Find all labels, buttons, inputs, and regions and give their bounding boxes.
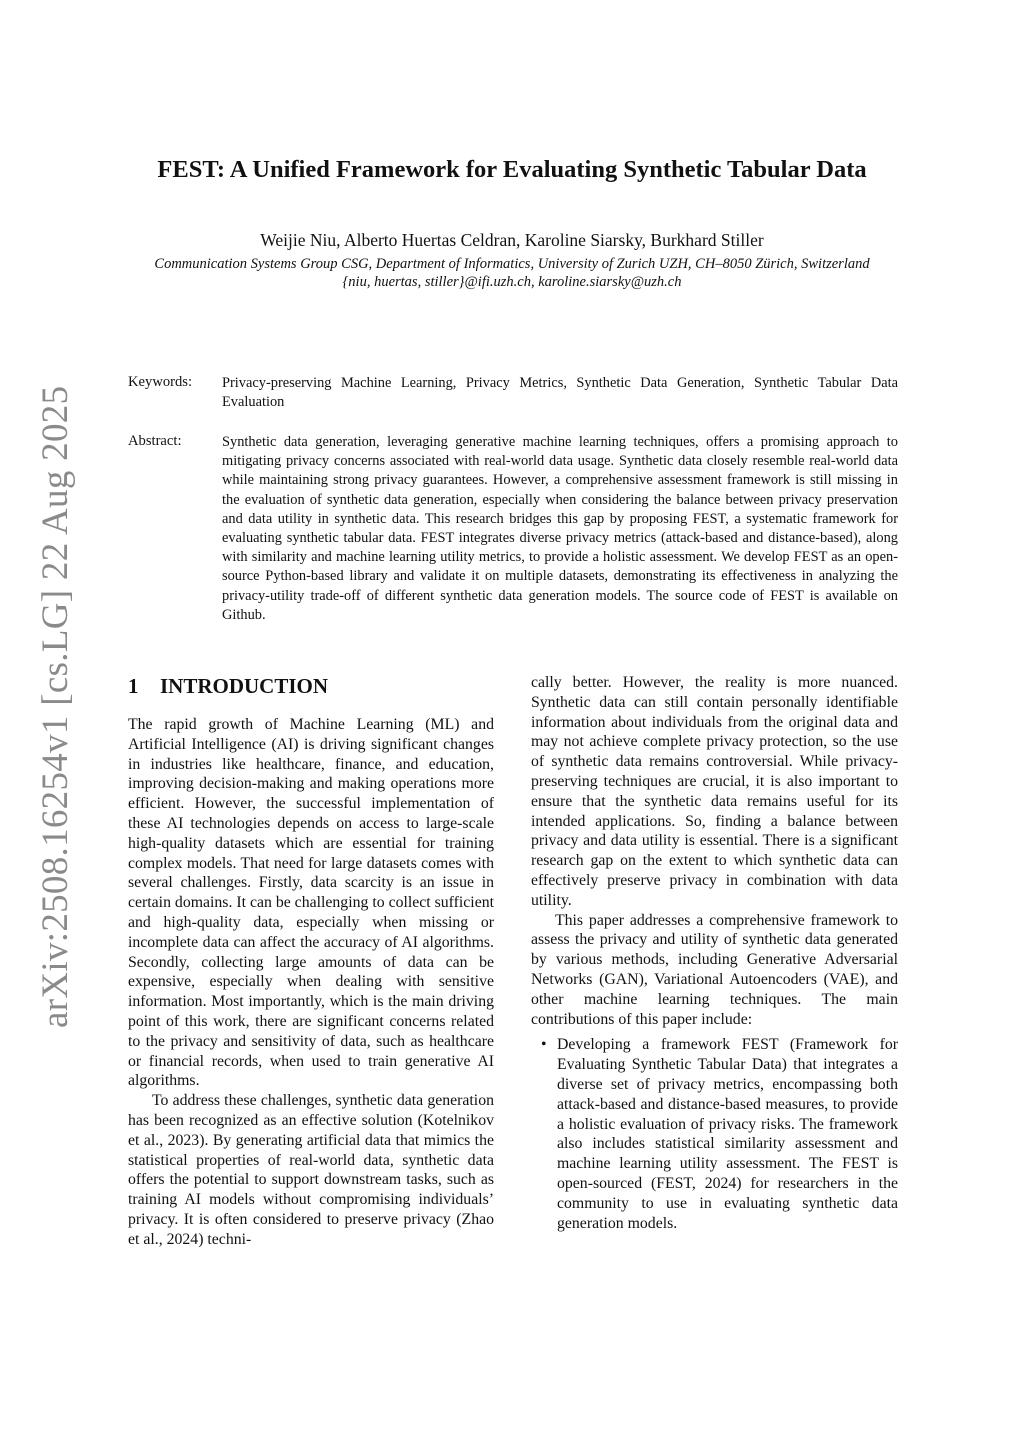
abstract-label: Abstract: bbox=[128, 433, 182, 449]
paragraph: The rapid growth of Machine Learning (ML) and Artificial Intelligence (AI) is driving significant changes in industries like healthcare, finance, and education, improving decision-making and making operations more efficient. However, the successful implementation of these AI technologies depends on access to large-scale high-quality datasets which are essential for training complex models. That need for large datasets comes with several challenges. Firstly, data scarcity is an issue in certain domains. It can be challenging to collect sufficient and high-quality data, especially when missing or incomplete data can affect the accuracy of AI algorithms. Secondly, collecting large amounts of data can be expensive, especially when dealing with sensitive information. Most importantly, which is the main driving point of this work, there are significant concerns related to the privacy and sensitivity of data, such as healthcare or financial records, when used to train generative AI algorithms. bbox=[128, 716, 494, 1090]
arxiv-identifier: arXiv:2508.16254v1 [cs.LG] 22 Aug 2025 bbox=[35, 385, 76, 1028]
right-column bbox=[531, 673, 898, 1233]
bullet-icon: • bbox=[541, 1036, 547, 1054]
affiliation: Communication Systems Group CSG, Department of Informatics, University of Zurich UZH, CH–8050 Zürich, Switzerland bbox=[154, 256, 870, 272]
section-heading bbox=[128, 673, 494, 699]
author-list: Weijie Niu, Alberto Huertas Celdran, Karoline Siarsky, Burkhard Stiller bbox=[260, 230, 764, 250]
paragraph: cally better. However, the reality is more nuanced. Synthetic data can still contain personally identifiable information about individuals from the original data and may not achieve complete privacy protection, so the use of synthetic data remains controversial. While privacy-preserving techniques are crucial, it is also important to ensure that the synthetic data remains useful for its intended applications. So, finding a balance between privacy and data utility is essential. There is a significant research gap on the extent to which synthetic data can effectively preserve privacy in combination with data utility. bbox=[531, 674, 898, 909]
keywords-label: Keywords: bbox=[128, 374, 193, 390]
left-column bbox=[128, 673, 494, 1250]
paper-title: FEST: A Unified Framework for Evaluating Synthetic Tabular Data bbox=[157, 156, 867, 183]
author-emails: {niu, huertas, stiller}@ifi.uzh.ch, karoline.siarsky@uzh.ch bbox=[342, 274, 682, 290]
abstract-text: Synthetic data generation, leveraging generative machine learning techniques, offers a promising approach to mitigating privacy concerns associated with real-world data usage. Synthetic data closely resemble real-world data while maintaining strong privacy guarantees. However, a comprehensive assessment framework is still missing in the evaluation of synthetic data generation, especially when considering the balance between privacy preservation and data utility in synthetic data. This research bridges this gap by proposing FEST, a systematic framework for evaluating synthetic tabular data. FEST integrates diverse privacy metrics (attack-based and distance-based), along with similarity and machine learning utility metrics, to provide a holistic assessment. We develop FEST as an open-source Python-based library and validate it on multiple datasets, demonstrating its effectiveness in analyzing the privacy-utility trade-off of different synthetic data generation models. The source code of FEST is available on Github. bbox=[222, 434, 898, 623]
keywords-text: Privacy-preserving Machine Learning, Privacy Metrics, Synthetic Data Generation, Synthetic Tabular Data Evaluation bbox=[222, 375, 898, 411]
paragraph: To address these challenges, synthetic data generation has been recognized as an effective solution (Kotelnikov et al., 2023). By generating artificial data that mimics the statistical properties of real-world data, synthetic data offers the potential to support downstream tasks, such as training AI models without compromising individuals’ privacy. It is often considered to preserve privacy (Zhao et al., 2024) techni- bbox=[128, 1092, 494, 1248]
paragraph: This paper addresses a comprehensive framework to assess the privacy and utility of synthetic data generated by various methods, including Generative Adversarial Networks (GAN), Variational Autoencoders (VAE), and other machine learning techniques. The main contributions of this paper include: bbox=[531, 911, 898, 1028]
list-item bbox=[531, 1035, 898, 1233]
contributions-list bbox=[531, 1035, 898, 1233]
list-item-text: Developing a framework FEST (Framework for Evaluating Synthetic Tabular Data) that integrates a diverse set of privacy metrics, encompassing both attack-based and distance-based measures, to provide a holistic evaluation of privacy risks. The framework also includes statistical similarity assessment and machine learning utility assessment. The FEST is open-sourced (FEST, 2024) for researchers in the community to use in evaluating synthetic data generation models. bbox=[557, 1036, 898, 1232]
section-title: INTRODUCTION bbox=[160, 674, 329, 698]
section-number: 1 bbox=[128, 674, 139, 698]
